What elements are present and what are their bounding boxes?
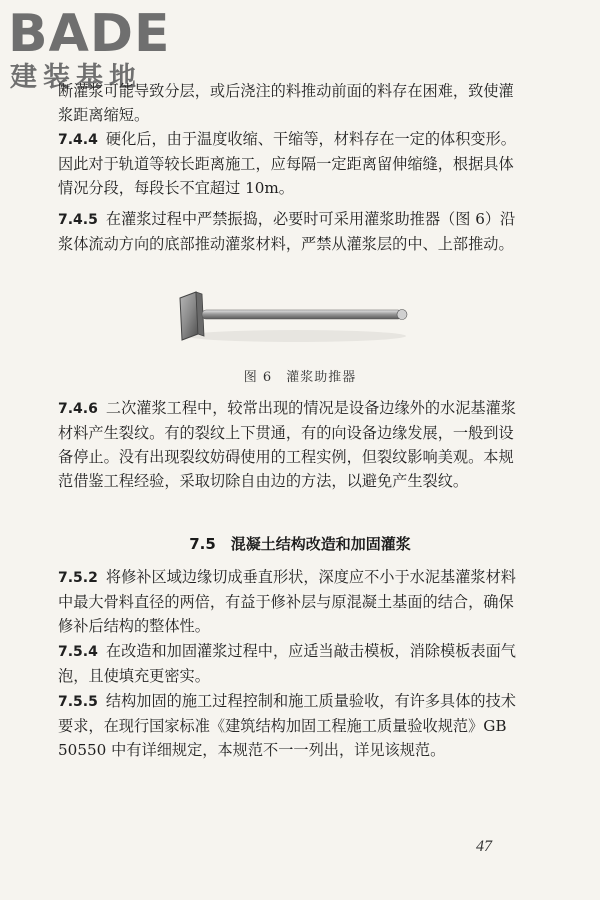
- paragraph-text: 断灌浆可能导致分层，或后浇注的料推动前面的料存在困难，致使灌浆距离缩短。: [58, 82, 514, 124]
- clause-text: 在改造和加固灌浆过程中，应适当敲击模板，消除模板表面气泡，且使填充更密实。: [58, 642, 516, 685]
- watermark-subtitle: 建装基地: [10, 62, 142, 93]
- clause-7-5-4: [58, 639, 528, 688]
- clause-text: 在灌浆过程中严禁振捣，必要时可采用灌浆助推器（图 6）沿浆体流动方向的底部推动灌浆材料，严禁从灌浆层的中、上部推动。: [58, 210, 516, 253]
- section-heading: 7.5 混凝土结构改造和加固灌浆: [189, 535, 411, 553]
- clause-number: 7.5.2: [58, 570, 98, 586]
- page-number: 47: [476, 838, 492, 855]
- clause-number: 7.5.4: [58, 644, 98, 660]
- paragraph-continuation: [58, 79, 528, 127]
- clause-number: 7.4.5: [58, 212, 98, 228]
- watermark-brand: BADE: [8, 4, 171, 64]
- clause-7-5-5: [58, 689, 528, 762]
- clause-text: 结构加固的施工过程控制和施工质量验收，有许多具体的技术要求，在现行国家标准《建筑结构加固工程施工质量验收规范》GB 50550 中有详细规定，本规范不一一列出，详见该规范。: [58, 692, 516, 759]
- clause-7-5-2: [58, 565, 528, 638]
- grouting-pusher-icon: [176, 286, 416, 346]
- clause-7-4-6: [58, 396, 528, 493]
- clause-text: 二次灌浆工程中，较常出现的情况是设备边缘外的水泥基灌浆材料产生裂纹。有的裂纹上下贯通，有的向设备边缘发展，一般到设备停止。没有出现裂纹妨碍使用的工程实例，但裂纹影响美观。本规范借鉴工程经验，采取切除自由边的方法，以避免产生裂纹。: [58, 399, 516, 490]
- clause-text: 将修补区域边缘切成垂直形状，深度应不小于水泥基灌浆材料中最大骨料直径的两倍，有益于修补层与原混凝土基面的结合，确保修补后结构的整体性。: [58, 568, 516, 635]
- clause-number: 7.4.6: [58, 401, 98, 417]
- clause-number: 7.4.4: [58, 132, 98, 148]
- clause-text: 硬化后，由于温度收缩、干缩等，材料存在一定的体积变形。因此对于轨道等较长距离施工，应每隔一定距离留伸缩缝，根据具体情况分段，每段长不宜超过 10m。: [58, 130, 516, 197]
- clause-7-4-4: [58, 127, 528, 200]
- clause-number: 7.5.5: [58, 694, 98, 710]
- figure-6-grouting-pusher: [176, 286, 416, 346]
- figure-caption: 图 6 灌浆助推器: [243, 370, 357, 385]
- clause-7-4-5: [58, 207, 528, 256]
